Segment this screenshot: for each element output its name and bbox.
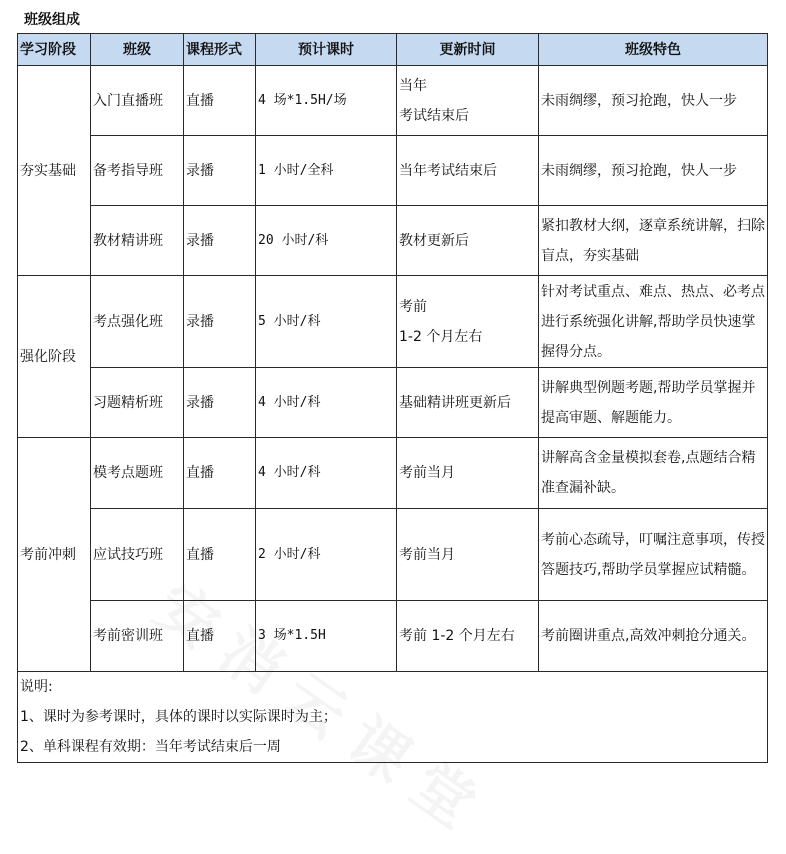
section-title: 班级组成 — [24, 12, 80, 28]
format-cell: 直播 — [184, 66, 256, 136]
class-cell: 应试技巧班 — [91, 509, 184, 601]
update-cell: 考前当月 — [397, 509, 539, 601]
header-class: 班级 — [91, 34, 184, 66]
format-cell: 直播 — [184, 509, 256, 601]
update-line: 考前 — [399, 298, 427, 315]
update-cell: 当年考试结束后 — [397, 136, 539, 206]
features-cell: 紧扣教材大纲，逐章系统讲解，扫除盲点，夯实基础 — [539, 206, 768, 276]
header-stage: 学习阶段 — [18, 34, 91, 66]
format-cell: 录播 — [184, 136, 256, 206]
features-cell: 针对考试重点、难点、热点、必考点进行系统强化讲解,帮助学员快速掌握得分点。 — [539, 276, 768, 368]
class-cell: 考点强化班 — [91, 276, 184, 368]
format-cell: 直播 — [184, 601, 256, 672]
update-cell: 基础精讲班更新后 — [397, 368, 539, 438]
table-row — [18, 136, 768, 206]
header-update: 更新时间 — [397, 34, 539, 66]
table-row — [18, 276, 768, 368]
features-cell: 未雨绸缪，预习抢跑，快人一步 — [539, 136, 768, 206]
features-cell: 考前圈讲重点,高效冲刺抢分通关。 — [539, 601, 768, 672]
hours-cell: 4 小时/科 — [256, 368, 397, 438]
table-header-row — [18, 34, 768, 66]
format-cell: 直播 — [184, 438, 256, 509]
class-cell: 教材精讲班 — [91, 206, 184, 276]
header-features: 班级特色 — [539, 34, 768, 66]
note-item: 2、单科课程有效期：当年考试结束后一周 — [20, 739, 281, 755]
hours-cell: 20 小时/科 — [256, 206, 397, 276]
table-row — [18, 368, 768, 438]
update-cell: 考前当月 — [397, 438, 539, 509]
format-cell: 录播 — [184, 276, 256, 368]
format-cell: 录播 — [184, 206, 256, 276]
update-line: 当年 — [399, 77, 427, 94]
hours-cell: 5 小时/科 — [256, 276, 397, 368]
stage-cell: 强化阶段 — [18, 276, 91, 438]
update-line: 考试结束后 — [399, 107, 469, 124]
class-cell: 入门直播班 — [91, 66, 184, 136]
class-cell: 模考点题班 — [91, 438, 184, 509]
features-cell: 讲解高含金量模拟套卷,点题结合精准查漏补缺。 — [539, 438, 768, 509]
class-composition-table — [17, 33, 768, 763]
hours-cell: 4 小时/科 — [256, 438, 397, 509]
class-cell: 备考指导班 — [91, 136, 184, 206]
notes-heading: 说明: — [20, 679, 53, 695]
update-cell: 考前 1-2 个月左右 — [397, 601, 539, 672]
hours-cell: 1 小时/全科 — [256, 136, 397, 206]
update-cell — [397, 276, 539, 368]
note-item: 1、课时为参考课时，具体的课时以实际课时为主； — [20, 709, 337, 725]
features-cell: 考前心态疏导，叮嘱注意事项，传授答题技巧,帮助学员掌握应试精髓。 — [539, 509, 768, 601]
table-row — [18, 206, 768, 276]
stage-cell: 夯实基础 — [18, 66, 91, 276]
stage-cell: 考前冲刺 — [18, 438, 91, 672]
format-cell: 录播 — [184, 368, 256, 438]
table-row — [18, 66, 768, 136]
header-hours: 预计课时 — [256, 34, 397, 66]
notes-cell — [18, 672, 768, 763]
update-cell: 教材更新后 — [397, 206, 539, 276]
hours-cell: 4 场*1.5H/场 — [256, 66, 397, 136]
update-cell — [397, 66, 539, 136]
hours-cell: 2 小时/科 — [256, 509, 397, 601]
update-line: 1-2 个月左右 — [399, 328, 483, 345]
header-format: 课程形式 — [184, 34, 256, 66]
features-cell: 未雨绸缪，预习抢跑，快人一步 — [539, 66, 768, 136]
features-cell: 讲解典型例题考题,帮助学员掌握并提高审题、解题能力。 — [539, 368, 768, 438]
hours-cell: 3 场*1.5H — [256, 601, 397, 672]
table-row — [18, 509, 768, 601]
table-row — [18, 601, 768, 672]
table-row — [18, 438, 768, 509]
class-cell: 考前密训班 — [91, 601, 184, 672]
notes-row — [18, 672, 768, 763]
class-cell: 习题精析班 — [91, 368, 184, 438]
